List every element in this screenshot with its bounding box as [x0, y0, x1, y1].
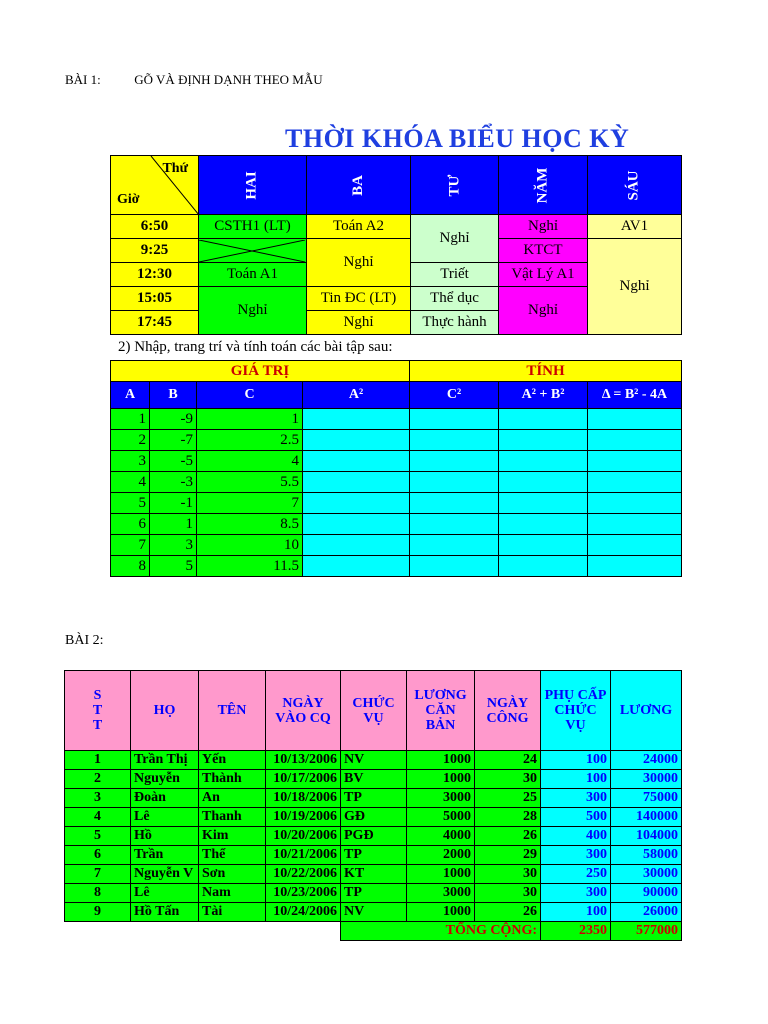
class-cell[interactable]: Triết — [411, 263, 499, 287]
cell-stt[interactable]: 1 — [65, 751, 131, 770]
cell-luong[interactable]: 58000 — [611, 846, 682, 865]
table-row — [65, 751, 682, 770]
value-c-cell[interactable]: 5.5 — [197, 472, 303, 493]
column-header[interactable]: A² + B² — [499, 382, 588, 409]
header-chuc-vu[interactable]: CHỨC VỤ — [341, 671, 407, 751]
cell-ten[interactable]: Yến — [199, 751, 266, 770]
table-row — [65, 884, 682, 903]
calc-empty-cell[interactable] — [410, 535, 499, 556]
day-header[interactable]: BA — [307, 156, 411, 215]
table-row — [65, 770, 682, 789]
value-a-cell[interactable]: 7 — [111, 535, 150, 556]
data-row — [111, 430, 682, 451]
cell-luong[interactable]: 30000 — [611, 865, 682, 884]
header-ho[interactable]: HỌ — [131, 671, 199, 751]
data-row — [111, 493, 682, 514]
column-header[interactable]: C² — [410, 382, 499, 409]
value-a-cell[interactable]: 2 — [111, 430, 150, 451]
cell-pc[interactable]: 100 — [541, 903, 611, 922]
cell-lcb[interactable]: 1000 — [407, 751, 475, 770]
value-a-cell[interactable]: 6 — [111, 514, 150, 535]
cell-nc[interactable]: 30 — [475, 770, 541, 789]
cell-pc[interactable]: 400 — [541, 827, 611, 846]
class-cell[interactable]: Nghỉ — [499, 215, 588, 239]
table-row — [65, 903, 682, 922]
value-c-cell[interactable]: 1 — [197, 409, 303, 430]
header-phu-cap[interactable]: PHỤ CẤP CHỨC VỤ — [541, 671, 611, 751]
cell-stt[interactable]: 3 — [65, 789, 131, 808]
value-b-cell[interactable]: -3 — [150, 472, 197, 493]
calc-empty-cell[interactable] — [303, 535, 410, 556]
cell-ngay[interactable]: 10/18/2006 — [266, 789, 341, 808]
cell-ten[interactable]: Tài — [199, 903, 266, 922]
value-b-cell[interactable]: -1 — [150, 493, 197, 514]
value-a-cell[interactable]: 1 — [111, 409, 150, 430]
cell-luong[interactable]: 30000 — [611, 770, 682, 789]
header-luong[interactable]: LƯƠNG — [611, 671, 682, 751]
value-c-cell[interactable]: 11.5 — [197, 556, 303, 577]
exercise-b2-label: BÀI 2: — [65, 633, 104, 648]
header-stt[interactable]: S T T — [65, 671, 131, 751]
cell-luong[interactable]: 140000 — [611, 808, 682, 827]
timetable — [110, 155, 682, 335]
calc-empty-cell[interactable] — [303, 409, 410, 430]
cell-cv[interactable]: KT — [341, 865, 407, 884]
cell-ten[interactable]: Nam — [199, 884, 266, 903]
day-header[interactable]: HAI — [199, 156, 307, 215]
calc-empty-cell[interactable] — [303, 556, 410, 577]
value-b-cell[interactable]: -7 — [150, 430, 197, 451]
time-cell[interactable]: 15:05 — [111, 287, 199, 311]
class-cell[interactable]: Nghỉ — [499, 287, 588, 335]
cell-lcb[interactable]: 3000 — [407, 789, 475, 808]
cell-stt[interactable]: 9 — [65, 903, 131, 922]
day-header[interactable]: NĂM — [499, 156, 588, 215]
cell-ngay[interactable]: 10/21/2006 — [266, 846, 341, 865]
cell-pc[interactable]: 100 — [541, 751, 611, 770]
cell-ho[interactable]: Nguyễn V — [131, 865, 199, 884]
calc-group-header[interactable]: TÍNH — [410, 361, 682, 382]
table-row — [65, 827, 682, 846]
calc-empty-cell[interactable] — [499, 409, 588, 430]
cell-ho[interactable]: Lê — [131, 884, 199, 903]
table-row — [65, 808, 682, 827]
cell-stt[interactable]: 2 — [65, 770, 131, 789]
value-a-cell[interactable]: 3 — [111, 451, 150, 472]
exercise1-label: BÀI 1: — [65, 72, 101, 87]
value-b-cell[interactable]: 5 — [150, 556, 197, 577]
cell-stt[interactable]: 8 — [65, 884, 131, 903]
table-row — [65, 846, 682, 865]
total-label[interactable]: TỔNG CỘNG: — [341, 922, 541, 941]
cell-ngay[interactable]: 10/23/2006 — [266, 884, 341, 903]
cell-luong[interactable]: 90000 — [611, 884, 682, 903]
cell-ho[interactable]: Hồ Tấn — [131, 903, 199, 922]
column-header[interactable]: B — [150, 382, 197, 409]
cell-nc[interactable]: 29 — [475, 846, 541, 865]
cell-lcb[interactable]: 2000 — [407, 846, 475, 865]
calc-empty-cell[interactable] — [588, 451, 682, 472]
cell-ngay[interactable]: 10/22/2006 — [266, 865, 341, 884]
value-c-cell[interactable]: 8.5 — [197, 514, 303, 535]
cell-luong[interactable]: 75000 — [611, 789, 682, 808]
corner-time-label: Giờ — [117, 192, 140, 207]
cell-ten[interactable]: Thể — [199, 846, 266, 865]
cell-stt[interactable]: 7 — [65, 865, 131, 884]
total-phu-cap[interactable]: 2350 — [541, 922, 611, 941]
calc-empty-cell[interactable] — [499, 514, 588, 535]
value-a-cell[interactable]: 8 — [111, 556, 150, 577]
cell-stt[interactable]: 4 — [65, 808, 131, 827]
cell-lcb[interactable]: 3000 — [407, 884, 475, 903]
corner-day-label: Thứ — [162, 161, 188, 176]
values-group-header[interactable]: GIÁ TRỊ — [111, 361, 410, 382]
cell-cv[interactable]: NV — [341, 751, 407, 770]
value-a-cell[interactable]: 5 — [111, 493, 150, 514]
crossed-cell[interactable] — [199, 239, 307, 263]
cell-ho[interactable]: Nguyễn — [131, 770, 199, 789]
cell-pc[interactable]: 250 — [541, 865, 611, 884]
calc-empty-cell[interactable] — [303, 451, 410, 472]
calc-empty-cell[interactable] — [303, 514, 410, 535]
cell-ngay[interactable]: 10/17/2006 — [266, 770, 341, 789]
cell-nc[interactable]: 25 — [475, 789, 541, 808]
class-cell[interactable]: Tin ĐC (LT) — [307, 287, 411, 311]
time-cell[interactable]: 17:45 — [111, 311, 199, 335]
calc-empty-cell[interactable] — [410, 472, 499, 493]
class-cell[interactable]: Thực hành — [411, 311, 499, 335]
calc-empty-cell[interactable] — [588, 535, 682, 556]
calc-empty-cell[interactable] — [410, 430, 499, 451]
value-c-cell[interactable]: 2.5 — [197, 430, 303, 451]
timetable-corner[interactable] — [111, 156, 199, 215]
calc-empty-cell[interactable] — [410, 409, 499, 430]
value-c-cell[interactable]: 4 — [197, 451, 303, 472]
class-cell[interactable]: CSTH1 (LT) — [199, 215, 307, 239]
class-cell[interactable]: Nghỉ — [307, 311, 411, 335]
calc-empty-cell[interactable] — [588, 409, 682, 430]
time-cell[interactable]: 9:25 — [111, 239, 199, 263]
calc-empty-cell[interactable] — [588, 514, 682, 535]
calc-empty-cell[interactable] — [410, 493, 499, 514]
cell-nc[interactable]: 24 — [475, 751, 541, 770]
header-luong-can-ban[interactable]: LƯƠNG CĂN BẢN — [407, 671, 475, 751]
time-cell[interactable]: 6:50 — [111, 215, 199, 239]
cell-stt[interactable]: 5 — [65, 827, 131, 846]
class-cell[interactable]: Thể dục — [411, 287, 499, 311]
cell-lcb[interactable]: 4000 — [407, 827, 475, 846]
value-c-cell[interactable]: 7 — [197, 493, 303, 514]
calc-empty-cell[interactable] — [410, 451, 499, 472]
column-header[interactable]: C — [197, 382, 303, 409]
cell-ngay[interactable]: 10/13/2006 — [266, 751, 341, 770]
calc-empty-cell[interactable] — [588, 472, 682, 493]
cell-luong[interactable]: 26000 — [611, 903, 682, 922]
class-cell[interactable]: Nghỉ — [588, 239, 682, 335]
class-cell[interactable]: Nghỉ — [411, 215, 499, 263]
cell-lcb[interactable]: 1000 — [407, 865, 475, 884]
cell-ho[interactable]: Trần — [131, 846, 199, 865]
calc-empty-cell[interactable] — [410, 556, 499, 577]
calc-empty-cell[interactable] — [303, 493, 410, 514]
calc-empty-cell[interactable] — [499, 493, 588, 514]
cell-luong[interactable]: 24000 — [611, 751, 682, 770]
class-cell[interactable]: Vật Lý A1 — [499, 263, 588, 287]
data-row — [111, 535, 682, 556]
cell-nc[interactable]: 28 — [475, 808, 541, 827]
day-header[interactable]: TƯ — [411, 156, 499, 215]
exercise1-heading — [65, 72, 323, 88]
salary-table — [64, 670, 682, 941]
calc-empty-cell[interactable] — [303, 430, 410, 451]
cell-pc[interactable]: 100 — [541, 770, 611, 789]
header-ngay-vao[interactable]: NGÀY VÀO CQ — [266, 671, 341, 751]
exercise1-text: GÕ VÀ ĐỊNH DẠNH THEO MẪU — [134, 72, 323, 87]
cell-nc[interactable]: 26 — [475, 827, 541, 846]
cell-pc[interactable]: 300 — [541, 789, 611, 808]
time-cell[interactable]: 12:30 — [111, 263, 199, 287]
value-b-cell[interactable]: -5 — [150, 451, 197, 472]
value-c-cell[interactable]: 10 — [197, 535, 303, 556]
calc-empty-cell[interactable] — [499, 451, 588, 472]
cell-cv[interactable]: TP — [341, 789, 407, 808]
cell-ho[interactable]: Hồ — [131, 827, 199, 846]
cell-ten[interactable]: Thành — [199, 770, 266, 789]
calc-empty-cell[interactable] — [588, 556, 682, 577]
table-row — [65, 789, 682, 808]
class-cell[interactable]: KTCT — [499, 239, 588, 263]
cell-cv[interactable]: BV — [341, 770, 407, 789]
data-row — [111, 514, 682, 535]
class-cell[interactable]: Nghỉ — [307, 239, 411, 287]
value-b-cell[interactable]: 1 — [150, 514, 197, 535]
table-row — [65, 865, 682, 884]
calc-empty-cell[interactable] — [410, 514, 499, 535]
exercise2-table — [110, 360, 682, 577]
cell-ten[interactable]: Thanh — [199, 808, 266, 827]
calc-empty-cell[interactable] — [588, 430, 682, 451]
timetable-title: THỜI KHÓA BIỂU HỌC KỲ — [285, 124, 630, 153]
calc-empty-cell[interactable] — [499, 430, 588, 451]
cell-pc[interactable]: 300 — [541, 884, 611, 903]
cell-lcb[interactable]: 5000 — [407, 808, 475, 827]
cell-ngay[interactable]: 10/20/2006 — [266, 827, 341, 846]
column-header[interactable]: A — [111, 382, 150, 409]
calc-empty-cell[interactable] — [499, 535, 588, 556]
value-a-cell[interactable]: 4 — [111, 472, 150, 493]
calc-empty-cell[interactable] — [499, 472, 588, 493]
cell-lcb[interactable]: 1000 — [407, 770, 475, 789]
class-cell[interactable]: Nghỉ — [199, 287, 307, 335]
cell-ten[interactable]: An — [199, 789, 266, 808]
class-cell[interactable]: Toán A2 — [307, 215, 411, 239]
cell-cv[interactable]: NV — [341, 903, 407, 922]
cell-pc[interactable]: 500 — [541, 808, 611, 827]
cell-ho[interactable]: Lê — [131, 808, 199, 827]
calc-empty-cell[interactable] — [588, 493, 682, 514]
column-header[interactable]: Δ = B² - 4A — [588, 382, 682, 409]
cell-nc[interactable]: 30 — [475, 865, 541, 884]
cell-cv[interactable]: GĐ — [341, 808, 407, 827]
data-row — [111, 451, 682, 472]
class-cell[interactable]: AV1 — [588, 215, 682, 239]
cell-ten[interactable]: Kim — [199, 827, 266, 846]
empty-cell — [65, 922, 341, 941]
calc-empty-cell[interactable] — [303, 472, 410, 493]
cell-nc[interactable]: 30 — [475, 884, 541, 903]
cell-cv[interactable]: TP — [341, 884, 407, 903]
cell-pc[interactable]: 300 — [541, 846, 611, 865]
column-header[interactable]: A² — [303, 382, 410, 409]
header-ten[interactable]: TÊN — [199, 671, 266, 751]
cell-ten[interactable]: Sơn — [199, 865, 266, 884]
cell-cv[interactable]: PGĐ — [341, 827, 407, 846]
cell-lcb[interactable]: 1000 — [407, 903, 475, 922]
cell-stt[interactable]: 6 — [65, 846, 131, 865]
day-header[interactable]: SÁU — [588, 156, 682, 215]
cell-ho[interactable]: Đoàn — [131, 789, 199, 808]
cell-luong[interactable]: 104000 — [611, 827, 682, 846]
cell-ngay[interactable]: 10/19/2006 — [266, 808, 341, 827]
class-cell[interactable]: Toán A1 — [199, 263, 307, 287]
cell-ho[interactable]: Trần Thị — [131, 751, 199, 770]
exercise2-title: 2) Nhập, trang trí và tính toán các bài tập sau: — [118, 339, 393, 355]
value-b-cell[interactable]: -9 — [150, 409, 197, 430]
header-ngay-cong[interactable]: NGÀY CÔNG — [475, 671, 541, 751]
data-row — [111, 556, 682, 577]
cross-lines — [199, 240, 305, 262]
cell-ngay[interactable]: 10/24/2006 — [266, 903, 341, 922]
value-b-cell[interactable]: 3 — [150, 535, 197, 556]
data-row — [111, 472, 682, 493]
cell-cv[interactable]: TP — [341, 846, 407, 865]
cell-nc[interactable]: 26 — [475, 903, 541, 922]
calc-empty-cell[interactable] — [499, 556, 588, 577]
data-row — [111, 409, 682, 430]
total-luong[interactable]: 577000 — [611, 922, 682, 941]
